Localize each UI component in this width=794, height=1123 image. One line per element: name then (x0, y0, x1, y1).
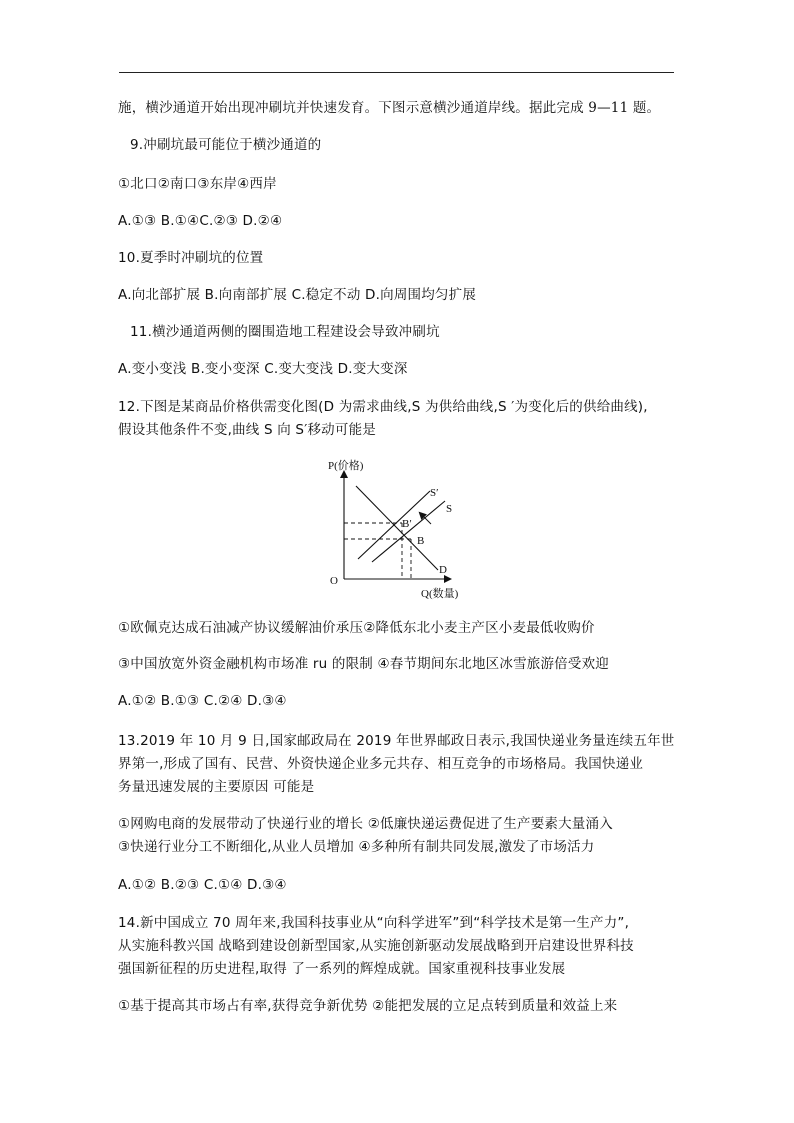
question-9-stem: 9.冲刷坑最可能位于横沙通道的 (130, 137, 322, 153)
d-label: D (439, 564, 447, 576)
question-12-statements-2: ③中国放宽外资金融机构市场准 ru 的限制 ④春节期间东北地区冰雪旅游倍受欢迎 (118, 656, 609, 672)
question-13-statements-1: ①网购电商的发展带动了快递行业的增长 ②低廉快递运费促进了生产要素大量涌入 (118, 816, 613, 832)
question-13-stem-line-2: 界第一,形成了国有、民营、外资快递企业多元共存、相互竞争的市场格局。我国快递业 (118, 756, 644, 772)
question-11-stem: 11.横沙通道两侧的圈围造地工程建设会导致冲刷坑 (130, 324, 440, 340)
supply-curve-s (372, 501, 445, 562)
question-12-options: A.①② B.①③ C.②④ D.③④ (118, 693, 287, 709)
question-9-options: A.①③ B.①④C.②③ D.②④ (118, 213, 283, 229)
question-14-stem-line-3: 强国新征程的历史进程,取得 了一系列的辉煌成就。国家重视科技事业发展 (118, 961, 566, 977)
question-13-stem-line-1: 13.2019 年 10 月 9 日,国家邮政局在 2019 年世界邮政日表示,我国快递业务量连续五年世 (118, 733, 675, 749)
origin-label: O (330, 575, 338, 587)
demand-curve (356, 486, 438, 570)
question-10-stem: 10.夏季时冲刷坑的位置 (118, 250, 264, 266)
question-14-stem-line-1: 14.新中国成立 70 周年来,我国科技事业从“向科学进军”到“科学技术是第一生产力”, (118, 915, 630, 931)
b-label: B (417, 535, 425, 547)
supply-demand-diagram (318, 458, 480, 600)
supply-curve-s-prime (358, 491, 430, 559)
question-11-options: A.变小变浅 B.变小变深 C.变大变浅 D.变大变深 (118, 361, 408, 377)
question-13-statements-2: ③快递行业分工不断细化,从业人员增加 ④多种所有制共同发展,激发了市场活力 (118, 839, 595, 855)
question-13-options: A.①② B.②③ C.①④ D.③④ (118, 877, 287, 893)
question-13-stem-line-3: 务量迅速发展的主要原因 可能是 (118, 779, 315, 795)
question-12-statements-1: ①欧佩克达成石油减产协议缓解油价承压②降低东北小麦主产区小麦最低收购价 (118, 620, 595, 636)
y-axis-label: P(价格) (328, 460, 364, 472)
s-prime-label: S′ (430, 487, 439, 499)
header-rule (119, 72, 674, 73)
question-10-options: A.向北部扩展 B.向南部扩展 C.稳定不动 D.向周围均匀扩展 (118, 287, 477, 303)
question-12-stem-line-1: 12.下图是某商品价格供需变化图(D 为需求曲线,S 为供给曲线,S ′为变化后的供给曲线), (118, 399, 648, 415)
question-14-statements-1: ①基于提高其市场占有率,获得竞争新优势 ②能把发展的立足点转到质量和效益上来 (118, 998, 618, 1014)
s-label: S (446, 503, 453, 515)
passage-intro-line: 施，横沙通道开始出现冲刷坑并快速发育。下图示意横沙通道岸线。据此完成 9—11 题。 (118, 100, 661, 116)
question-12-stem-line-2: 假设其他条件不变,曲线 S 向 S′移动可能是 (118, 422, 376, 438)
question-14-stem-line-2: 从实施科教兴国 战略到建设创新型国家,从实施创新驱动发展战略到开启建设世界科技 (118, 938, 634, 954)
x-axis-label: Q(数量) (421, 588, 459, 600)
question-9-statements: ①北口②南口③东岸④西岸 (118, 176, 277, 192)
b-prime-label: B′ (402, 518, 412, 530)
